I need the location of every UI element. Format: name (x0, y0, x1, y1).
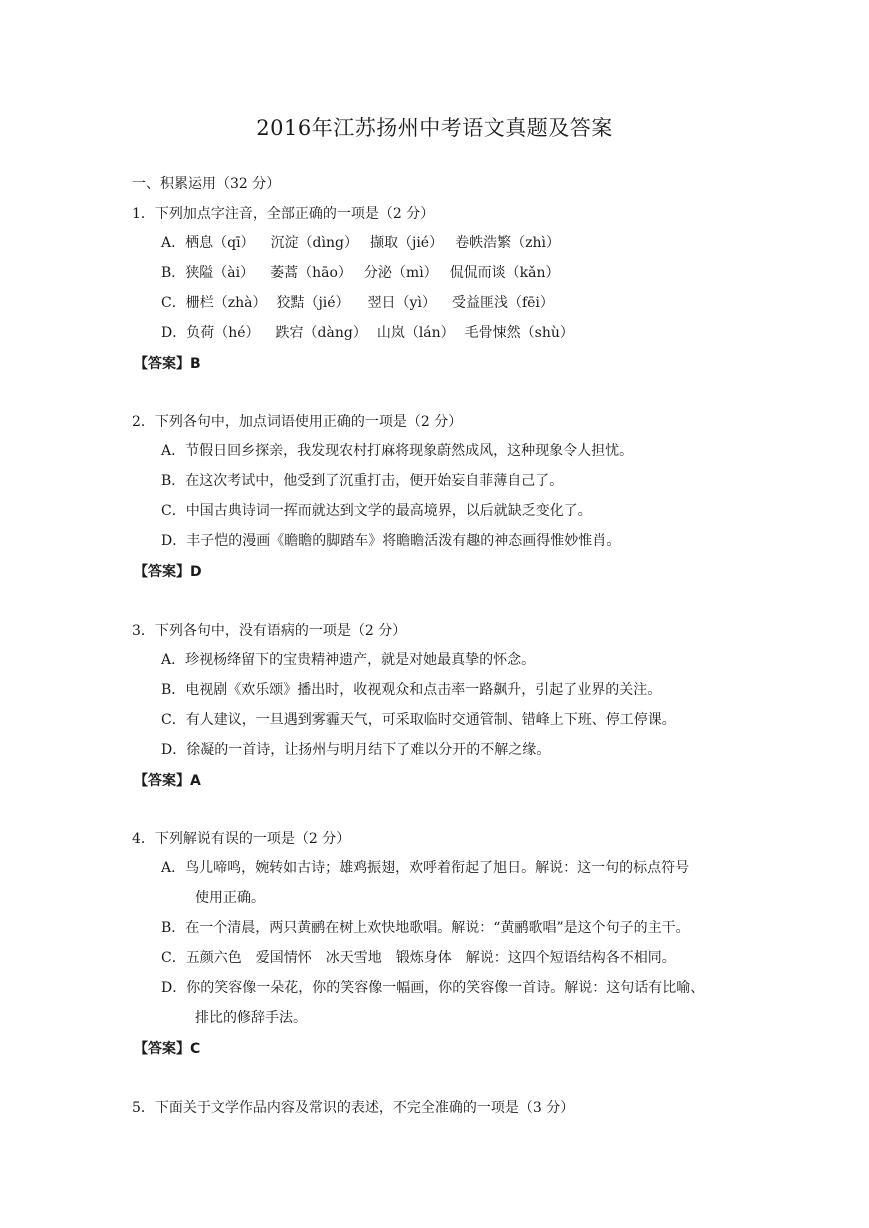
option-item: 撷取（jié） (369, 235, 444, 251)
question-4-option-c (161, 948, 676, 968)
question-3-option-a: A．珍视杨绛留下的宝贵精神遗产，就是对她最真挚的怀念。 (161, 652, 536, 668)
option-item: 毛骨悚然（shù） (464, 325, 574, 341)
option-item: 沉淀（dìng） (270, 235, 358, 251)
question-4-option-a: A．鸟儿啼鸣，婉转如古诗；雄鸡振翅，欢呼着衔起了旭日。解说：这一句的标点符号 (161, 860, 690, 876)
option-item: 山岚（lán） (376, 325, 455, 341)
question-4-option-d: D．你的笑容像一朵花，你的笑容像一幅画，你的笑容像一首诗。解说：这句话有比喻、 (161, 980, 705, 996)
question-2-stem: 2．下列各句中，加点词语使用正确的一项是（2 分） (132, 414, 463, 430)
option-item: A．栖息（qī） (161, 235, 255, 251)
option-item: 侃侃而谈（kǎn） (449, 265, 560, 281)
question-3-answer: 【答案】A (134, 773, 201, 789)
question-1-stem: 1．下列加点字注音，全部正确的一项是（2 分） (132, 206, 435, 222)
question-4-stem: 4．下列解说有误的一项是（2 分） (132, 831, 351, 847)
option-item: 锻炼身体 (395, 950, 452, 966)
question-4-option-a-continued: 使用正确。 (195, 890, 265, 906)
option-item: 解说：这四个短语结构各不相同。 (465, 950, 676, 966)
question-5-stem: 5．下面关于文学作品内容及常识的表述，不完全准确的一项是（3 分） (132, 1100, 575, 1116)
option-item: 萎蒿（hāo） (270, 265, 352, 281)
question-4-option-d-continued: 排比的修辞手法。 (195, 1010, 307, 1026)
option-item: C．五颜六色 (161, 950, 242, 966)
option-item: 分泌（mì） (363, 265, 438, 281)
question-3-option-c: C．有人建议，一旦遇到雾霾天气，可采取临时交通管制、错峰上下班、停工停课。 (161, 712, 676, 728)
option-item: D．负荷（hé） (161, 325, 260, 341)
question-2-option-d: D．丰子恺的漫画《瞻瞻的脚踏车》将瞻瞻活泼有趣的神态画得惟妙惟肖。 (161, 533, 621, 549)
option-item: 受益匪浅（fēi） (451, 295, 554, 311)
option-item: C．栅栏（zhà） (161, 295, 267, 311)
question-2-answer: 【答案】D (134, 564, 202, 580)
option-item: 卷帙浩繁（zhì） (455, 235, 560, 251)
question-1-answer: 【答案】B (134, 356, 201, 372)
option-item: 跌宕（dàng） (275, 325, 367, 341)
question-2-option-c: C．中国古典诗词一挥而就达到文学的最高境界，以后就缺乏变化了。 (161, 503, 592, 519)
question-1-option-c (161, 293, 554, 313)
question-2-option-b: B．在这次考试中，他受到了沉重打击，便开始妄自菲薄自己了。 (161, 473, 564, 489)
option-item: 冰天雪地 (325, 950, 382, 966)
question-2-option-a: A．节假日回乡探亲，我发现农村打麻将现象蔚然成风，这种现象令人担忧。 (161, 443, 634, 459)
question-1-option-d (161, 323, 574, 343)
question-4-option-b: B．在一个清晨，两只黄鹂在树上欢快地歌唱。解说：“黄鹂歌唱”是这个句子的主干。 (161, 920, 690, 936)
option-item: 狡黠（jié） (276, 295, 350, 311)
option-item: B．狭隘（ài） (161, 265, 255, 281)
question-3-stem: 3．下列各句中，没有语病的一项是（2 分） (132, 623, 407, 639)
question-1-option-b (161, 263, 560, 283)
option-item: 翌日（yì） (367, 295, 436, 311)
page-title: 2016年江苏扬州中考语文真题及答案 (256, 116, 613, 140)
question-1-option-a (161, 233, 560, 253)
question-3-option-d: D．徐凝的一首诗，让扬州与明月结下了难以分开的不解之缘。 (161, 742, 551, 758)
section-heading: 一、积累运用（32 分） (132, 176, 281, 192)
question-4-answer: 【答案】C (134, 1041, 201, 1057)
question-3-option-b: B．电视剧《欢乐颂》播出时，收视观众和点击率一路飙升，引起了业界的关注。 (161, 682, 662, 698)
option-item: 爱国情怀 (255, 950, 312, 966)
